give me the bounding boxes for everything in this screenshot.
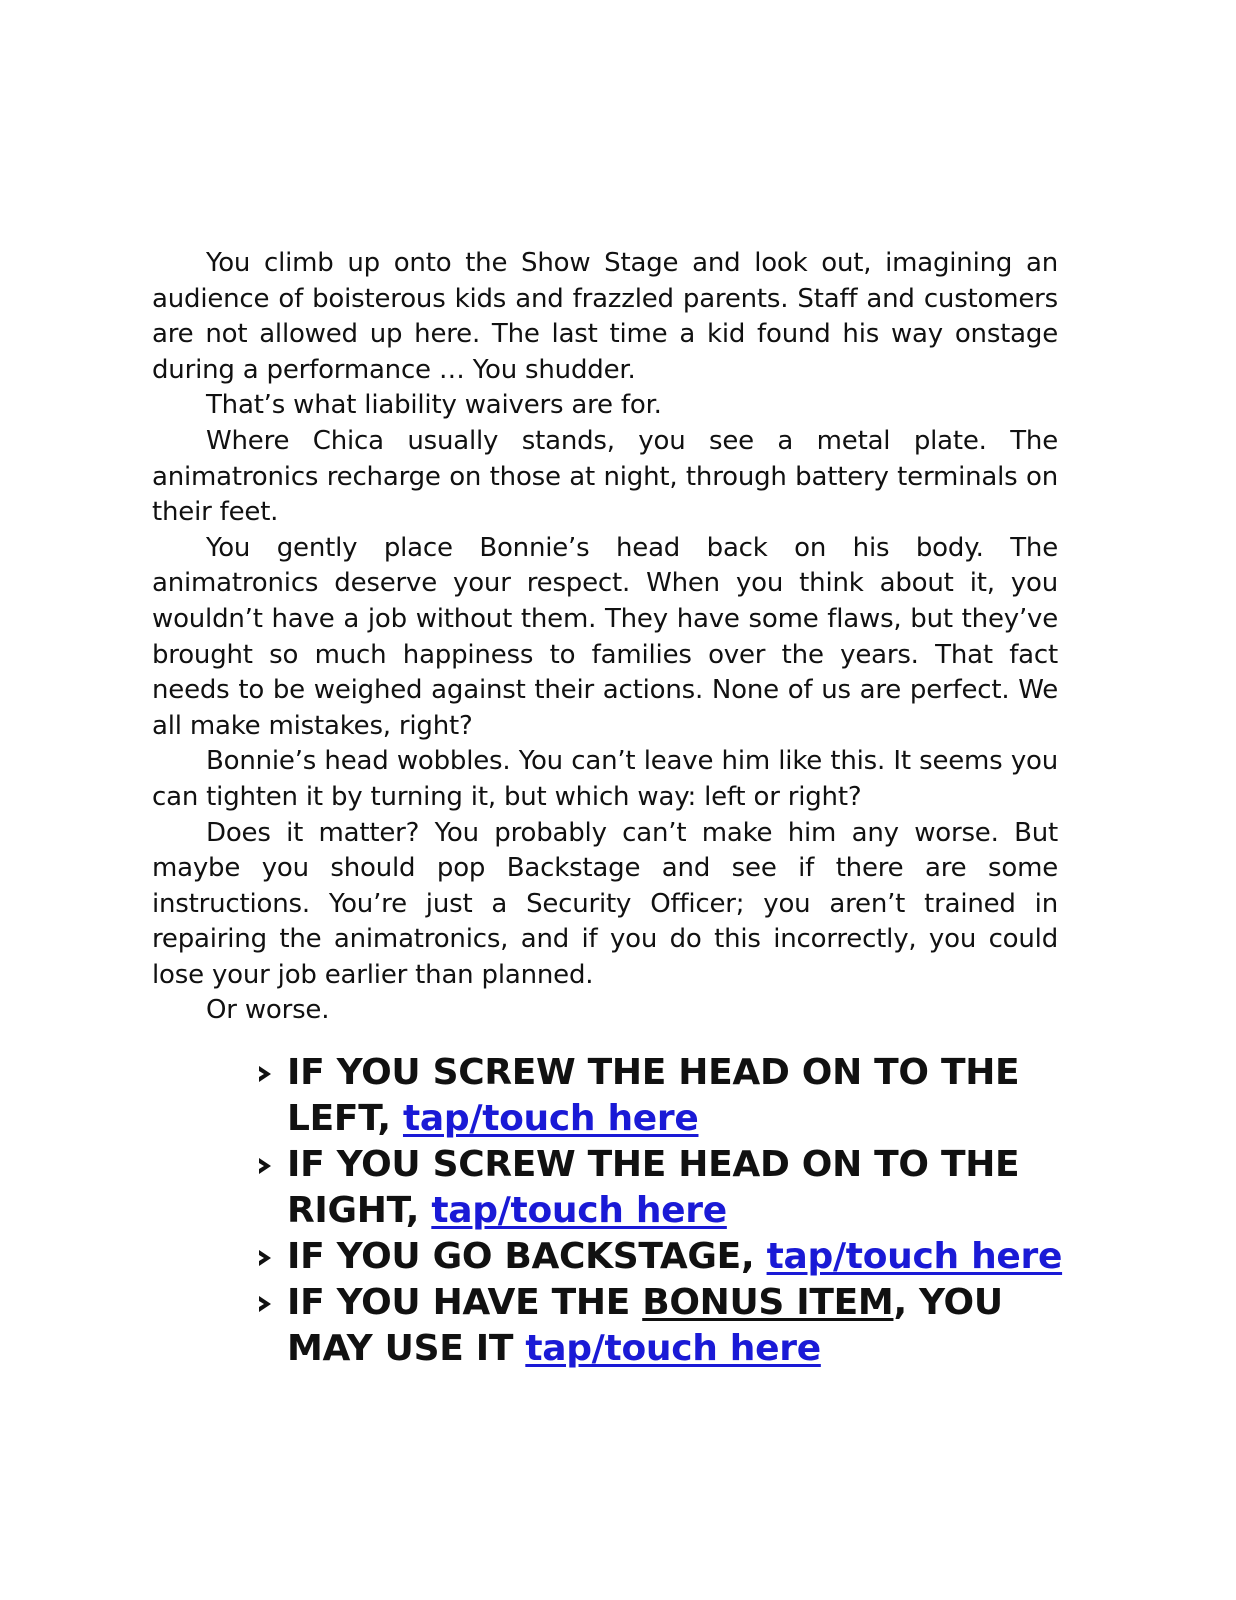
story-paragraph: Does it matter? You probably can’t make him any worse. But maybe you should pop Backstage and see if there are some instructions. You’re just a Security Officer; you aren’t trained in repairing the animatronics, and if you do this incorrectly, you could lose your job earlier than planned.	[152, 817, 1058, 990]
choice-text: IF YOU SCREW THE HEAD ON TO THE RIGHT,	[287, 1144, 1020, 1231]
choice-backstage	[252, 1234, 1072, 1280]
chevron-right-icon	[256, 1293, 276, 1315]
story-paragraph: You climb up onto the Show Stage and look out, imagining an audience of boisterous kids and frazzled parents. Staff and customers are not allowed up here. The last time a kid found his way onstage during a performance … You shudder.	[152, 248, 1058, 385]
chevron-right-icon	[256, 1155, 276, 1177]
story-paragraph: That’s what liability waivers are for.	[206, 390, 662, 421]
story-paragraph: Bonnie’s head wobbles. You can’t leave him like this. It seems you can tighten it by turning it, but which way: left or right?	[152, 746, 1058, 812]
story-text	[152, 246, 1058, 1029]
choice-text: IF YOU GO BACKSTAGE,	[287, 1236, 767, 1277]
choice-screw-left-link[interactable]: tap/touch here	[402, 1098, 699, 1139]
story-paragraph: Where Chica usually stands, you see a metal plate. The animatronics recharge on those at night, through battery terminals on their feet.	[152, 425, 1058, 528]
choice-text: IF YOU SCREW THE HEAD ON TO THE LEFT,	[287, 1052, 1020, 1139]
choice-text: IF YOU HAVE THE	[287, 1282, 643, 1323]
choice-screw-right-link[interactable]: tap/touch here	[431, 1190, 727, 1231]
bonus-item-label: BONUS ITEM	[642, 1282, 894, 1323]
choice-screw-left	[252, 1050, 1072, 1142]
choice-bonus-item-link[interactable]: tap/touch here	[525, 1328, 821, 1369]
story-paragraph: You gently place Bonnie’s head back on his body. The animatronics deserve your respect. When you think about it, you wouldn’t have a job without them. They have some flaws, but they’ve brought so much happiness to families over the years. That fact needs to be weighed against their actions. None of us are perfect. We all make mistakes, right?	[152, 532, 1058, 741]
story-paragraph: Or worse.	[206, 995, 330, 1026]
choice-text: , YOU MAY USE IT	[287, 1282, 1003, 1369]
choice-bonus-item	[252, 1280, 1072, 1372]
choice-backstage-link[interactable]: tap/touch here	[766, 1236, 1063, 1277]
chevron-right-icon	[256, 1063, 276, 1085]
choice-list	[252, 1050, 1072, 1372]
choice-screw-right	[252, 1142, 1072, 1234]
chevron-right-icon	[256, 1247, 276, 1269]
